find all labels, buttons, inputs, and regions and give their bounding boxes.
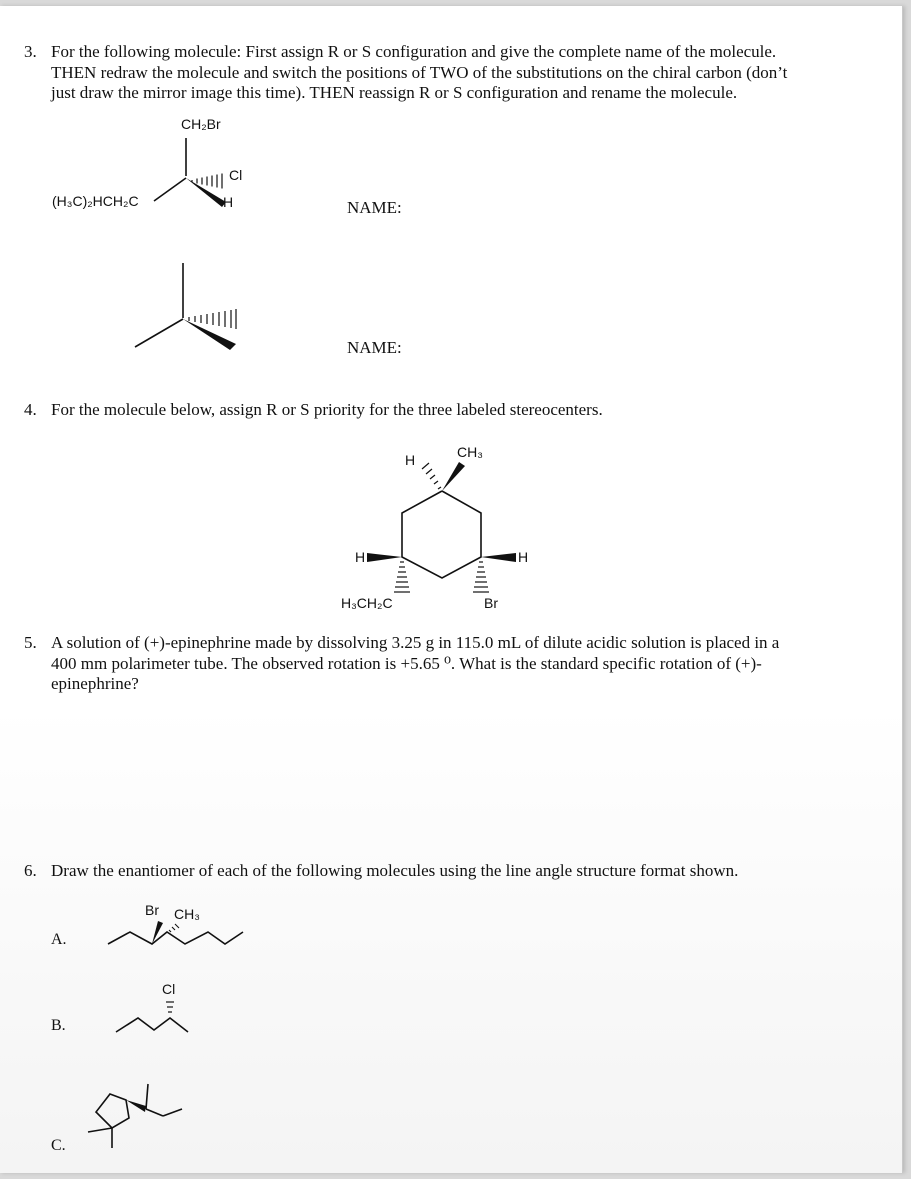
q4-h-left-label: H [355, 549, 366, 565]
name-label: NAME: [347, 198, 402, 217]
mol1-h-label: H [223, 194, 234, 210]
mol1-ch2br-label: CH₂Br [181, 116, 221, 132]
question-text: Draw the enantiomer of each of the following molecules using the line angle structure format shown. [51, 861, 739, 880]
text-line: just draw the mirror image this time). THEN reassign R or S configuration and rename the molecule. [51, 83, 738, 102]
part-c-structure [0, 6, 911, 1179]
question-text: For the molecule below, assign R or S priority for the three labeled stereocenters. [51, 400, 603, 419]
part-a-ch3-label: CH₃ [174, 906, 200, 922]
text-line: A solution of (+)-epinephrine made by dissolving 3.25 g in 115.0 mL of dilute acidic solution is placed in a [51, 633, 780, 652]
q4-h-right-label: H [518, 549, 529, 565]
part-b-letter: B. [51, 1017, 66, 1034]
text-line: For the following molecule: First assign R or S configuration and give the complete name of the molecule. [51, 42, 777, 61]
document-page [0, 6, 903, 1173]
question-number: 3. [24, 42, 37, 61]
question-number: 4. [24, 400, 37, 419]
part-a-br-label: Br [145, 902, 159, 918]
mol1-cl-label: Cl [229, 167, 243, 183]
question-number: 5. [24, 633, 37, 652]
text-line: 400 mm polarimeter tube. The observed rotation is +5.65 ⁰. What is the standard specific rotation of (+)- [51, 653, 762, 673]
q4-br-label: Br [484, 595, 498, 611]
part-b-cl-label: Cl [162, 981, 176, 997]
question-number: 6. [24, 861, 37, 880]
mol1-isobutyl-label: (H₃C)₂HCH₂C [52, 193, 139, 209]
q4-ch3-label: CH₃ [457, 444, 483, 460]
q4-h-top-label: H [405, 452, 416, 468]
part-a-letter: A. [51, 931, 67, 948]
name-label: NAME: [347, 338, 402, 357]
q4-ethyl-label: H₃CH₂C [341, 595, 393, 611]
text-line: THEN redraw the molecule and switch the positions of TWO of the substitutions on the chiral carbon (don’t [51, 62, 788, 82]
text-line: epinephrine? [51, 674, 139, 693]
part-c-letter: C. [51, 1137, 66, 1154]
